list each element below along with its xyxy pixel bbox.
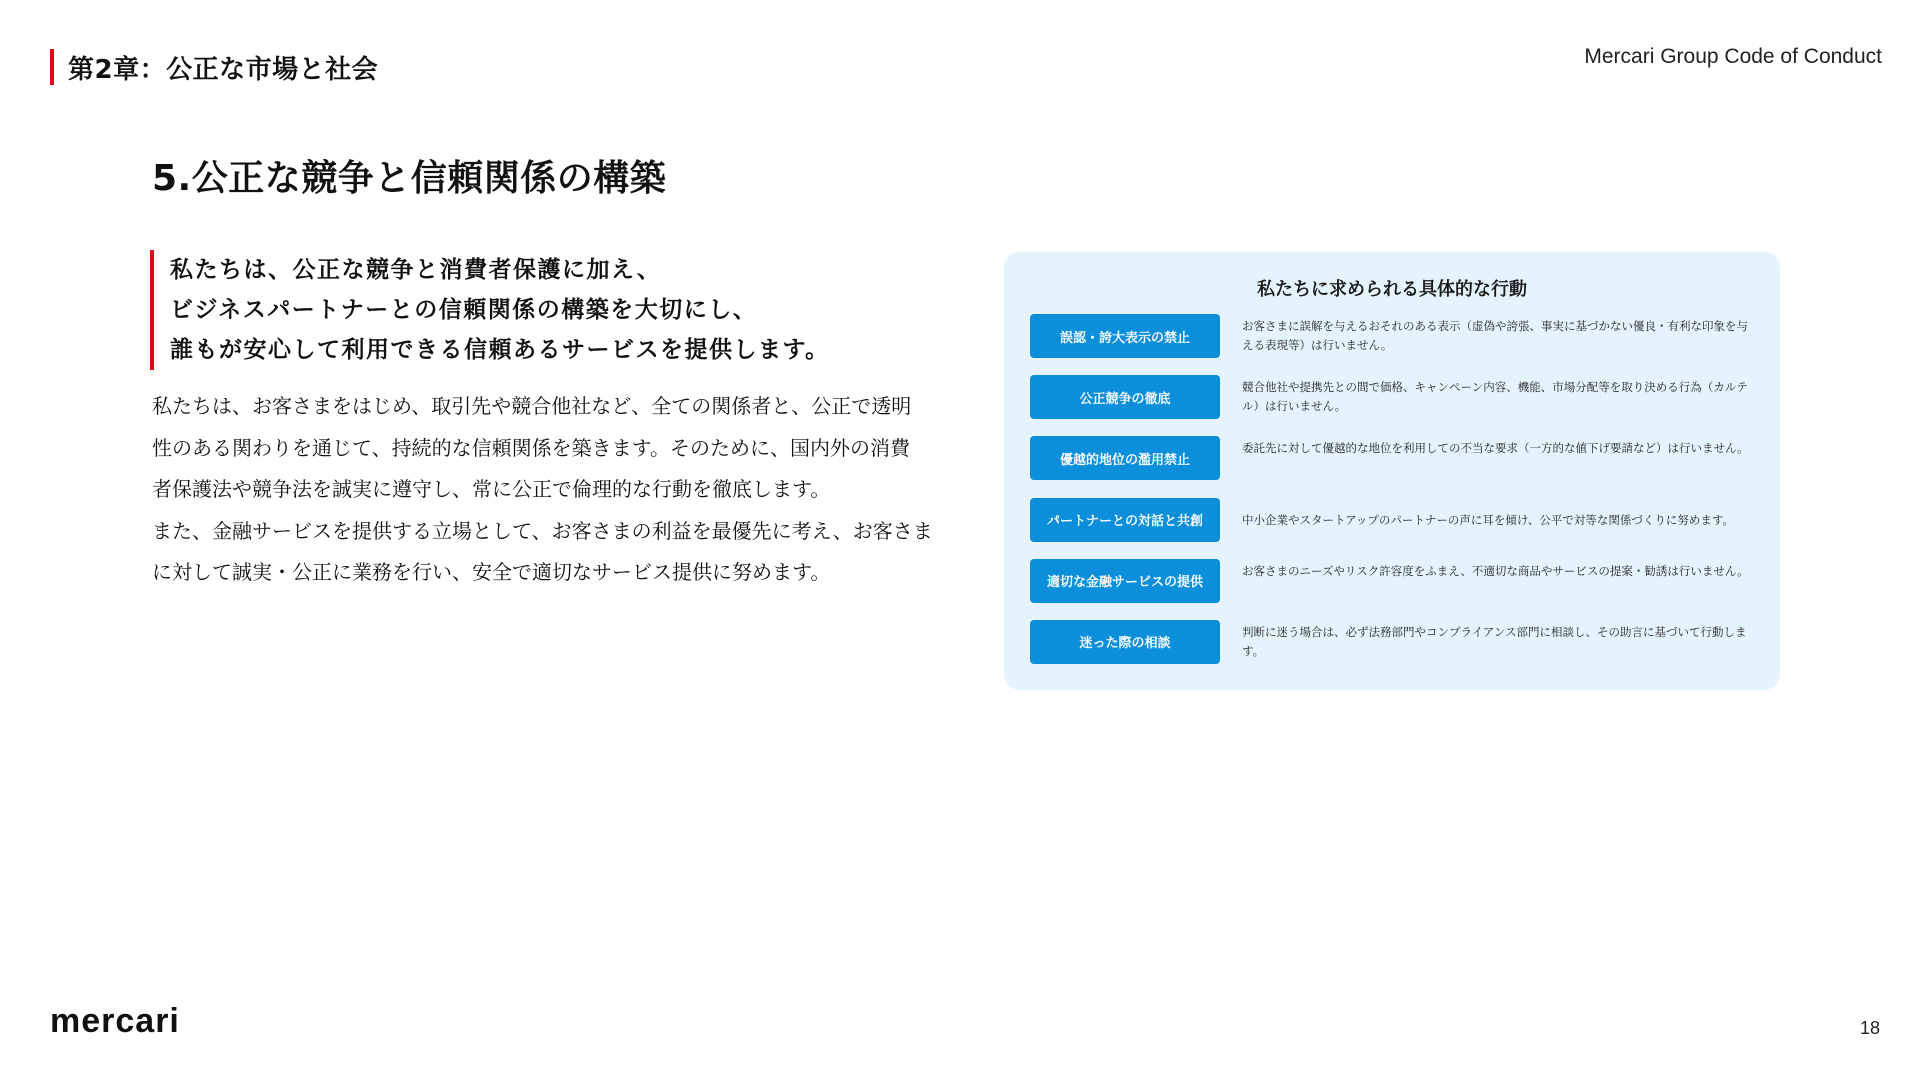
action-item <box>1030 559 1760 620</box>
mercari-logo: mercari <box>50 1002 180 1040</box>
chapter-header <box>50 48 378 86</box>
action-description: 判断に迷う場合は、必ず法務部門やコンプライアンス部門に相談し、その助言に基づいて行動します。 <box>1242 624 1747 658</box>
lead-lines <box>170 250 830 370</box>
chapter-accent-bar <box>50 49 54 85</box>
action-description: 委託先に対して優越的な地位を利用しての不当な要求（一方的な値下げ要請など）は行いません。 <box>1242 441 1749 456</box>
action-description: お客さまに誤解を与えるおそれのある表示（虚偽や誇張、事実に基づかない優良・有利な印象を与える表現等）は行いません。 <box>1242 319 1748 352</box>
action-label-badge: 迷った際の相談 <box>1030 620 1220 664</box>
chapter-title: 第2章：公正な市場と社会 <box>68 54 379 85</box>
lead-accent-bar <box>150 250 154 370</box>
action-item <box>1030 375 1760 436</box>
lead-line: 誰もが安心して利用できる信頼あるサービスを提供します。 <box>170 337 830 363</box>
action-label-badge: 誤認・誇大表示の禁止 <box>1030 314 1220 358</box>
action-description: 中小企業やスタートアップのパートナーの声に耳を傾け、公平で対等な関係づくりに努めます。 <box>1242 512 1734 527</box>
panel-title: 私たちに求められる具体的な行動 <box>1257 279 1527 300</box>
action-label-badge: 公正競争の徹底 <box>1030 375 1220 419</box>
action-label-badge: 適切な金融サービスの提供 <box>1030 559 1220 603</box>
body-line: に対して誠実・公正に業務を行い、安全で適切なサービス提供に努めます。 <box>152 560 831 584</box>
body-line: また、金融サービスを提供する立場として、お客さまの利益を最優先に考え、お客さま <box>152 518 933 543</box>
body-line: 私たちは、お客さまをはじめ、取引先や競合他社など、全ての関係者と、公正で透明 <box>152 394 912 418</box>
action-item <box>1030 436 1760 497</box>
body-paragraph <box>152 386 932 594</box>
action-item <box>1030 620 1760 681</box>
lead-line: ビジネスパートナーとの信頼関係の構築を大切にし、 <box>170 297 758 323</box>
document-title: Mercari Group Code of Conduct <box>1584 45 1882 68</box>
lead-statement <box>150 250 950 370</box>
action-description: お客さまのニーズやリスク許容度をふまえ、不適切な商品やサービスの提案・勧誘は行いません。 <box>1242 563 1749 578</box>
action-item <box>1030 314 1760 375</box>
action-label-badge: 優越的地位の濫用禁止 <box>1030 436 1220 480</box>
section-heading: 5.公正な競争と信頼関係の構築 <box>152 158 667 199</box>
actions-panel <box>1004 252 1780 690</box>
body-line: 性のある関わりを通じて、持続的な信頼関係を築きます。そのために、国内外の消費 <box>152 435 910 460</box>
page-number: 18 <box>1859 1018 1880 1038</box>
actions-list <box>1030 314 1760 681</box>
action-item <box>1030 498 1760 559</box>
action-label-badge: パートナーとの対話と共創 <box>1030 498 1220 542</box>
lead-line: 私たちは、公正な競争と消費者保護に加え、 <box>170 257 662 283</box>
body-line: 者保護法や競争法を誠実に遵守し、常に公正で倫理的な行動を徹底します。 <box>152 477 831 501</box>
action-description: 競合他社や提携先との間で価格、キャンペーン内容、機能、市場分配等を取り決める行為（カルテル）は行いません。 <box>1242 380 1748 414</box>
